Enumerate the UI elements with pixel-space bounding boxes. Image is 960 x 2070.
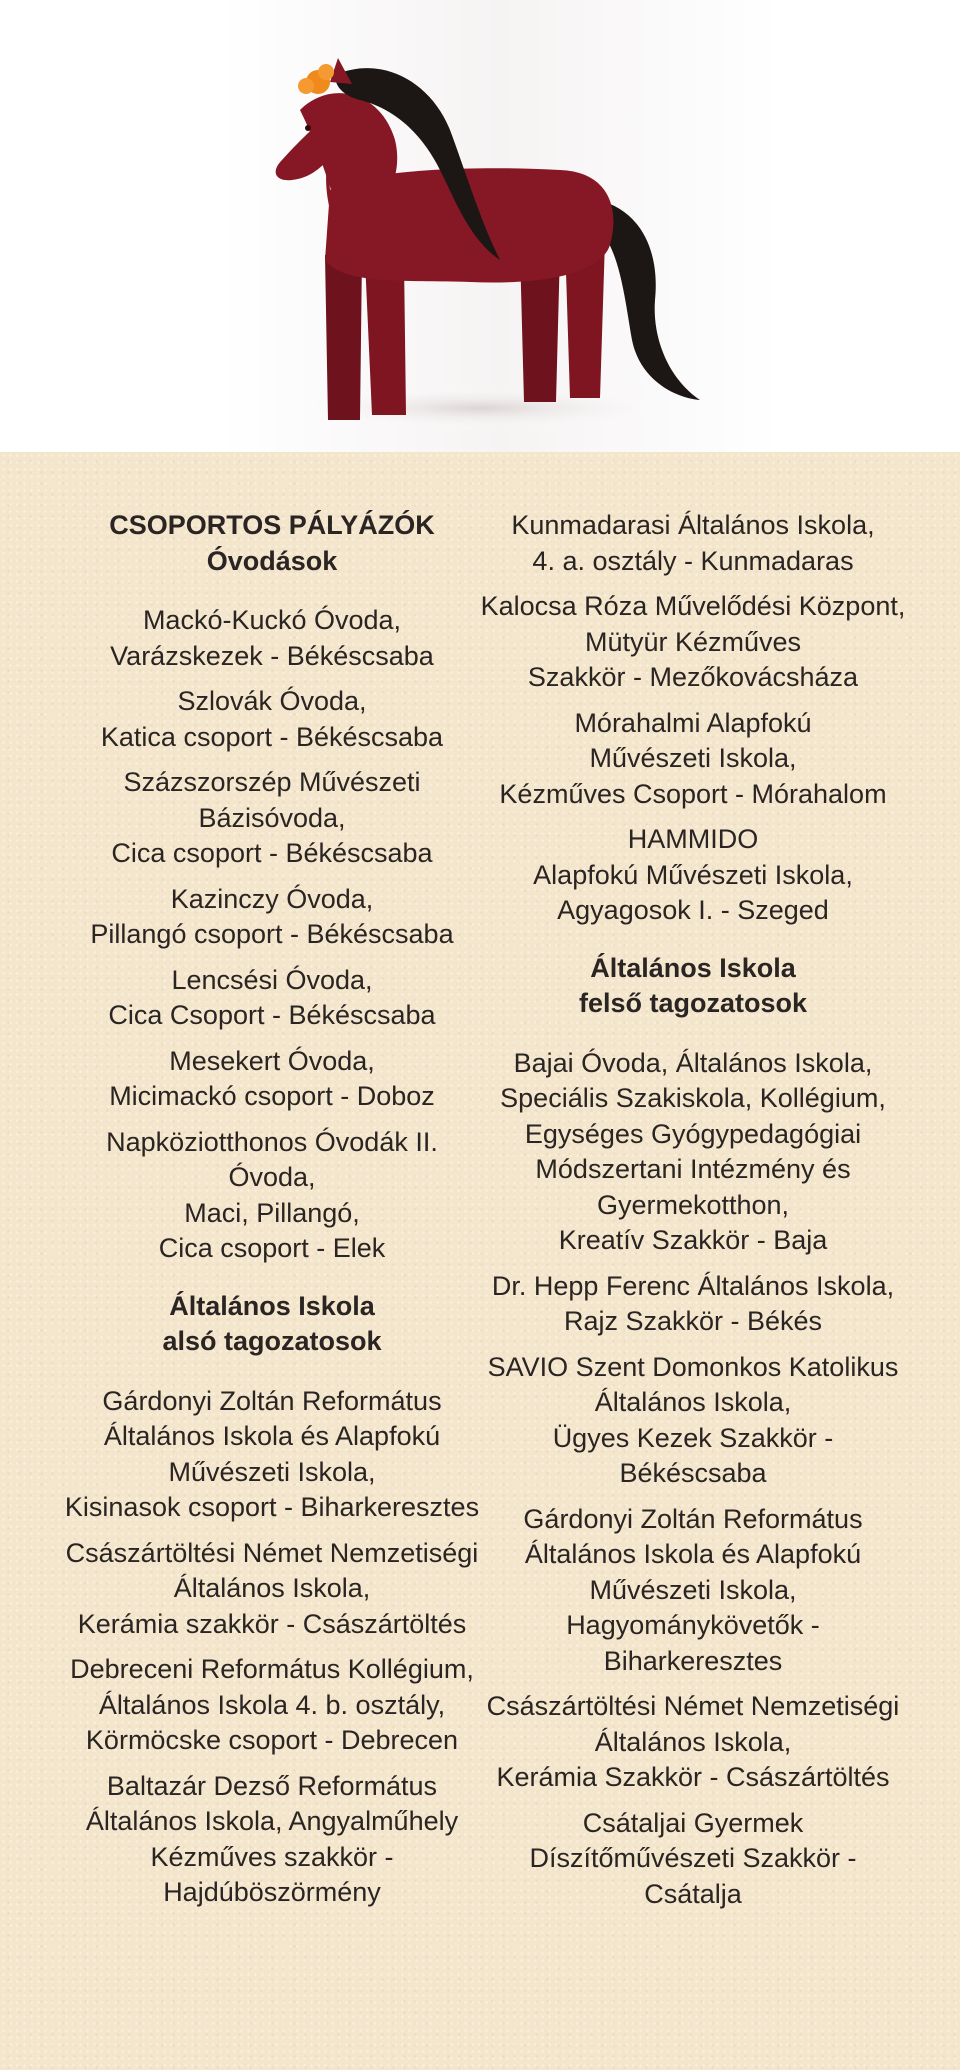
list-item: Napköziotthonos Óvodák II. Óvoda, Maci, Pillangó, Cica csoport - Elek (106, 1126, 438, 1263)
section-heading-lower-grades (62, 1289, 482, 1360)
list-item: Mesekert Óvoda, Micimackó csoport - Doboz (109, 1045, 435, 1111)
flower-petal (318, 64, 334, 80)
list-item: Császártöltési Német Nemzetiségi Általános Iskola, Kerámia szakkör - Császártöltés (65, 1537, 479, 1639)
list-item: Kalocsa Róza Művelődési Központ, Mütyür Kézműves Szakkör - Mezőkovácsháza (480, 591, 906, 692)
list-item: Debreceni Református Kollégium, Általános Iskola 4. b. osztály, Körmöcske csoport - Debrecen (70, 1654, 474, 1755)
horse-front-leg-near (365, 260, 406, 415)
heading-kindergartens: Óvodások (206, 545, 338, 576)
list-item: Mackó-Kuckó Óvoda, Varázskezek - Békéscsaba (110, 605, 434, 671)
list-item: Baltazár Dezső Református Általános Iskola, Angyalműhely Kézműves szakkör - Hajdúböszörmény (85, 1770, 459, 1907)
list-item: Százszorszép Művészeti Bázisóvoda, Cica csoport - Békéscsaba (111, 767, 433, 868)
list-item: Kunmadarasi Általános Iskola, 4. a. osztály - Kunmadaras (511, 510, 875, 576)
list-item: HAMMIDO Alapfokú Művészeti Iskola, Agyagosok I. - Szeged (533, 824, 853, 925)
list-item: Gárdonyi Zoltán Református Általános Iskola és Alapfokú Művészeti Iskola, Hagyománykövetők - Biharkeresztes (523, 1503, 863, 1676)
heading-group-applicants: CSOPORTOS PÁLYÁZÓK (109, 510, 435, 540)
list-item: Mórahalmi Alapfokú Művészeti Iskola, Kézműves Csoport - Mórahalom (499, 707, 887, 809)
heading-lower-grades-text: Általános Iskola alsó tagozatosok (162, 1290, 382, 1356)
list-item: Bajai Óvoda, Általános Iskola, Speciális Szakiskola, Kollégium, Egységes Gyógypedagógiai Módszertani Intézmény és Gyermekotthon, Kreatív Szakkör - Baja (500, 1047, 886, 1255)
participants-panel (0, 452, 960, 2070)
list-item: Kazinczy Óvoda, Pillangó csoport - Békéscsaba (90, 883, 454, 949)
felt-horse-illustration (0, 0, 960, 452)
felt-horse-photo (0, 0, 960, 452)
right-column (480, 508, 906, 1922)
section-heading-upper-grades (480, 951, 906, 1022)
list-item: Lencsési Óvoda, Cica Csoport - Békéscsaba (108, 964, 436, 1030)
heading-upper-grades-text: Általános Iskola felső tagozatosok (578, 952, 808, 1018)
section-heading-groups (62, 508, 482, 579)
left-column (62, 508, 482, 1921)
horse-eye (305, 125, 311, 131)
list-item: Csátaljai Gyermek Díszítőművészeti Szakkör - Csátalja (529, 1807, 857, 1909)
list-item: Császártöltési Német Nemzetiségi Általános Iskola, Kerámia Szakkör - Császártöltés (486, 1691, 900, 1792)
horse-front-leg-far (325, 255, 362, 420)
list-item: Gárdonyi Zoltán Református Általános Iskola és Alapfokú Művészeti Iskola, Kisinasok csoport - Biharkeresztes (64, 1385, 480, 1522)
list-item: Szlovák Óvoda, Katica csoport - Békéscsaba (100, 686, 444, 752)
flower-petal (298, 78, 314, 94)
list-item: SAVIO Szent Domonkos Katolikus Általános Iskola, Ügyes Kezek Szakkör - Békéscsaba (487, 1351, 899, 1488)
list-item: Dr. Hepp Ferenc Általános Iskola, Rajz Szakkör - Békés (491, 1270, 895, 1336)
